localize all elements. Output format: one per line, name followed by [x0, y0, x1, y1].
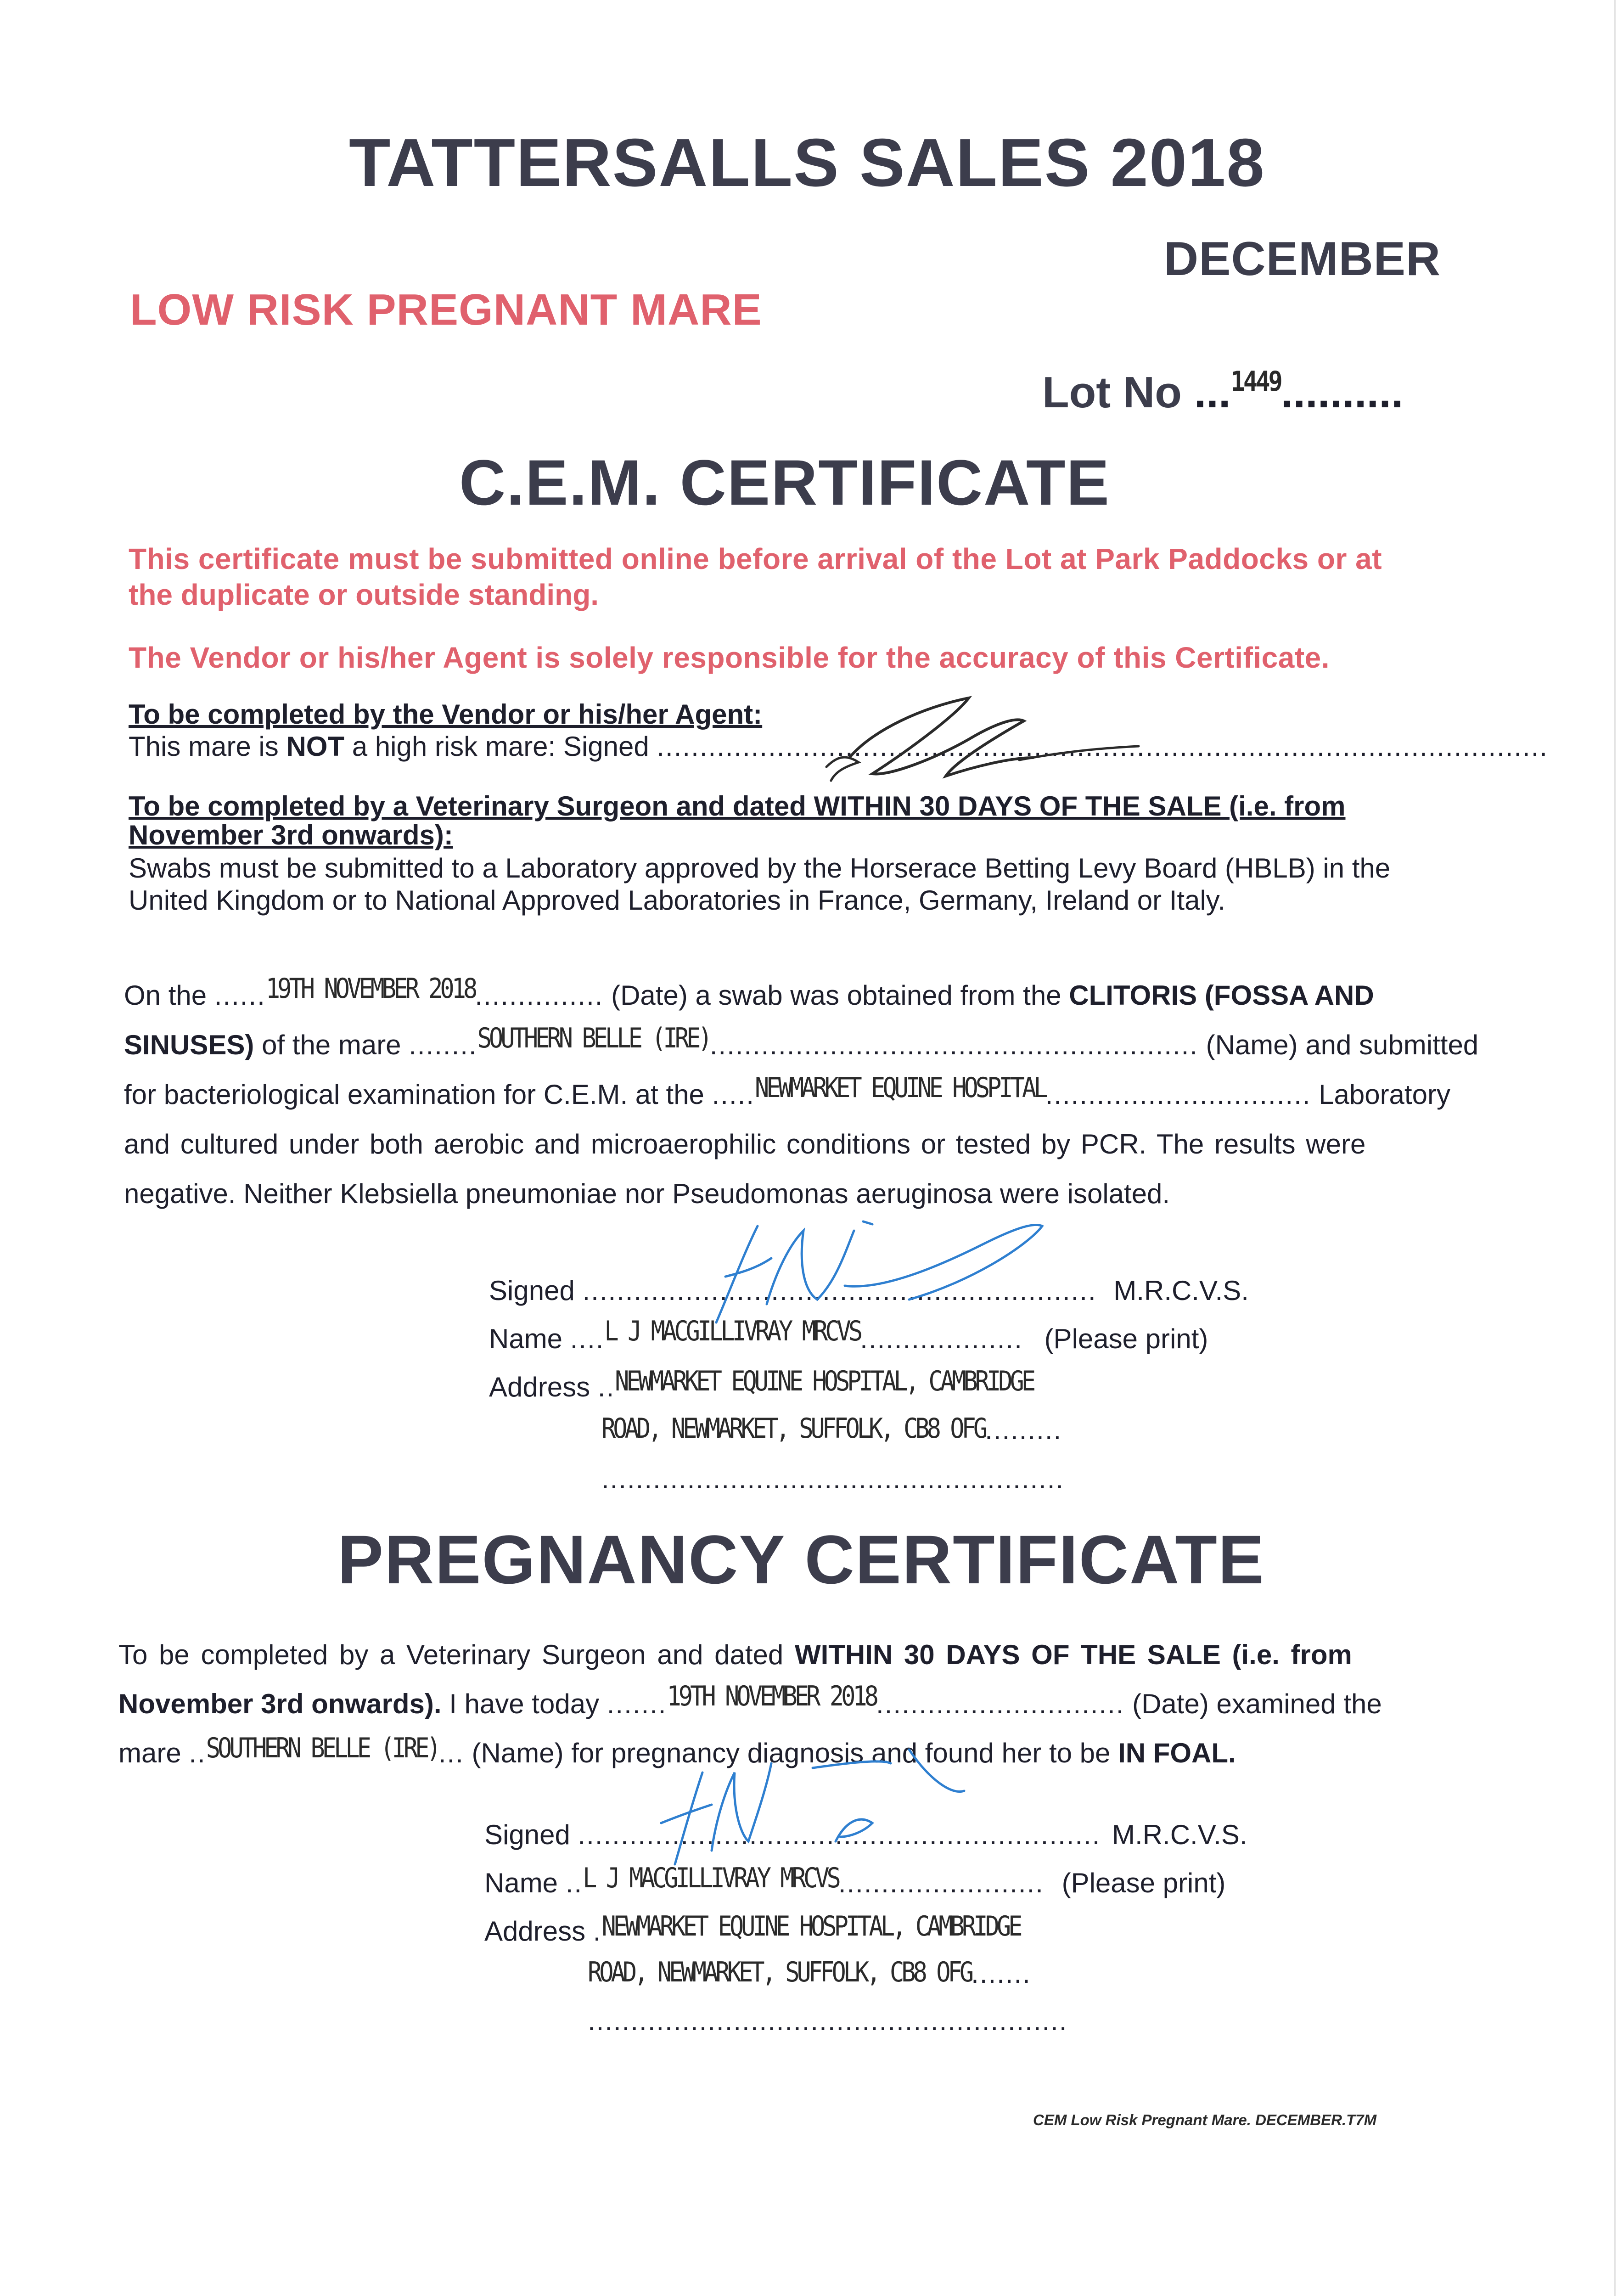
preg-signed-row: Signed ............................................................. M.R.C.V.S. [484, 1819, 1247, 1850]
preg-vet-signature [634, 1731, 1010, 1869]
preg-address-line-3: ........................................................ [588, 2005, 1068, 2036]
preg-line-3: mare ..SOUTHERN BELLE (IRE)... (Name) for pregnancy diagnosis and found her to be IN FOAL. [118, 1737, 1236, 1771]
sales-title: TATTERSALLS SALES 2018 [349, 125, 1265, 201]
preg-line-1: To be completed by a Veterinary Surgeon and dated WITHIN 30 DAYS OF THE SALE (i.e. from [118, 1639, 1352, 1670]
preg-address-line-2-row: ROAD, NEWMARKET, SUFFOLK, CB8 OFG....... [588, 1957, 1031, 1992]
cem-address-line-1: NEWMARKET EQUINE HOSPITAL, CAMBRIDGE [615, 1366, 1033, 1398]
notice-submit-line-2: the duplicate or outside standing. [129, 578, 599, 611]
cem-line-date: On the ......19TH NOVEMBER 2018............... (Date) a swab was obtained from the CLITORIS (FOSSA AND [124, 979, 1374, 1013]
cem-address-row: Address ..NEWMARKET EQUINE HOSPITAL, CAMBRIDGE [489, 1371, 1033, 1405]
cem-address-line-3: ...................................................... [601, 1463, 1065, 1494]
vet-heading-line-1: To be completed by a Veterinary Surgeon and dated WITHIN 30 DAYS OF THE SALE (i.e. from [129, 791, 1346, 822]
form-code: CEM Low Risk Pregnant Mare. DECEMBER.T7M [1033, 2111, 1377, 2128]
laboratory-name: NEWMARKET EQUINE HOSPITAL [754, 1072, 1045, 1104]
swab-text-line-2: United Kingdom or to National Approved Laboratories in France, Germany, Ireland or Italy. [129, 885, 1226, 916]
cem-signed-row: Signed ............................................................ M.R.C.V.S. [489, 1275, 1249, 1306]
preg-name-row: Name ..L J MACGILLIVRAY MRCVS........................ (Please print) [484, 1867, 1225, 1901]
swab-date: 19TH NOVEMBER 2018 [265, 973, 475, 1005]
preg-mare-name: SOUTHERN BELLE (IRE) [206, 1733, 438, 1765]
month-label: DECEMBER [1164, 232, 1441, 286]
cem-vet-name: L J MACGILLIVRAY MRCVS [604, 1316, 860, 1348]
preg-address-line-2: ROAD, NEWMARKET, SUFFOLK, CB8 OFG [588, 1957, 972, 1989]
page-edge [1614, 0, 1616, 2296]
lot-label: Lot No [1042, 368, 1182, 417]
exam-date: 19TH NOVEMBER 2018 [667, 1681, 876, 1713]
notice-submit-line-1: This certificate must be submitted online before arrival of the Lot at Park Paddocks or at [129, 542, 1382, 575]
cem-line-mare: SINUSES) of the mare ........SOUTHERN BELLE (IRE)......................................................... (Name) and submitted [124, 1029, 1478, 1063]
preg-line-2: November 3rd onwards). I have today .......19TH NOVEMBER 2018............................. (Date) examined the [118, 1688, 1382, 1722]
cem-title: C.E.M. CERTIFICATE [459, 446, 1110, 518]
swab-text-line-1: Swabs must be submitted to a Laboratory approved by the Horserace Betting Levy Board (HBLB) in the [129, 853, 1391, 884]
vendor-heading: To be completed by the Vendor or his/her Agent: [129, 699, 763, 730]
cem-address-line-2-row: ROAD, NEWMARKET, SUFFOLK, CB8 OFG......... [601, 1413, 1062, 1448]
mare-name: SOUTHERN BELLE (IRE) [477, 1023, 710, 1055]
preg-vet-name: L J MACGILLIVRAY MRCVS [583, 1863, 838, 1895]
vendor-signature [817, 689, 1148, 794]
cem-name-row: Name ....L J MACGILLIVRAY MRCVS................... (Please print) [489, 1322, 1208, 1357]
category-label: LOW RISK PREGNANT MARE [130, 285, 762, 334]
cem-line-laboratory: for bacteriological examination for C.E.M. at the .....NEWMARKET EQUINE HOSPITAL............................... Laboratory [124, 1078, 1450, 1113]
vet-heading-line-2: November 3rd onwards): [129, 820, 453, 850]
cem-line-negative: negative. Neither Klebsiella pneumoniae nor Pseudomonas aeruginosa were isolated. [124, 1178, 1170, 1209]
cem-vet-signature [652, 1194, 1065, 1332]
notice-responsibility: The Vendor or his/her Agent is solely responsible for the accuracy of this Certificate. [129, 641, 1330, 674]
lot-number: 1449 [1230, 366, 1281, 398]
pregnancy-title: PREGNANCY CERTIFICATE [337, 1521, 1265, 1598]
cem-line-results: and cultured under both aerobic and microaerophilic conditions or tested by PCR. The results were [124, 1129, 1366, 1159]
preg-address-line-1: NEWMARKET EQUINE HOSPITAL, CAMBRIDGE [601, 1911, 1020, 1943]
vendor-statement: This mare is NOT a high risk mare: Signed ........................................................................................................ [129, 731, 1549, 762]
cem-address-line-2: ROAD, NEWMARKET, SUFFOLK, CB8 OFG [601, 1413, 985, 1445]
preg-address-row: Address .NEWMARKET EQUINE HOSPITAL, CAMBRIDGE [484, 1915, 1020, 1949]
lot-number-row: Lot No ...1449.......... [1042, 366, 1404, 417]
